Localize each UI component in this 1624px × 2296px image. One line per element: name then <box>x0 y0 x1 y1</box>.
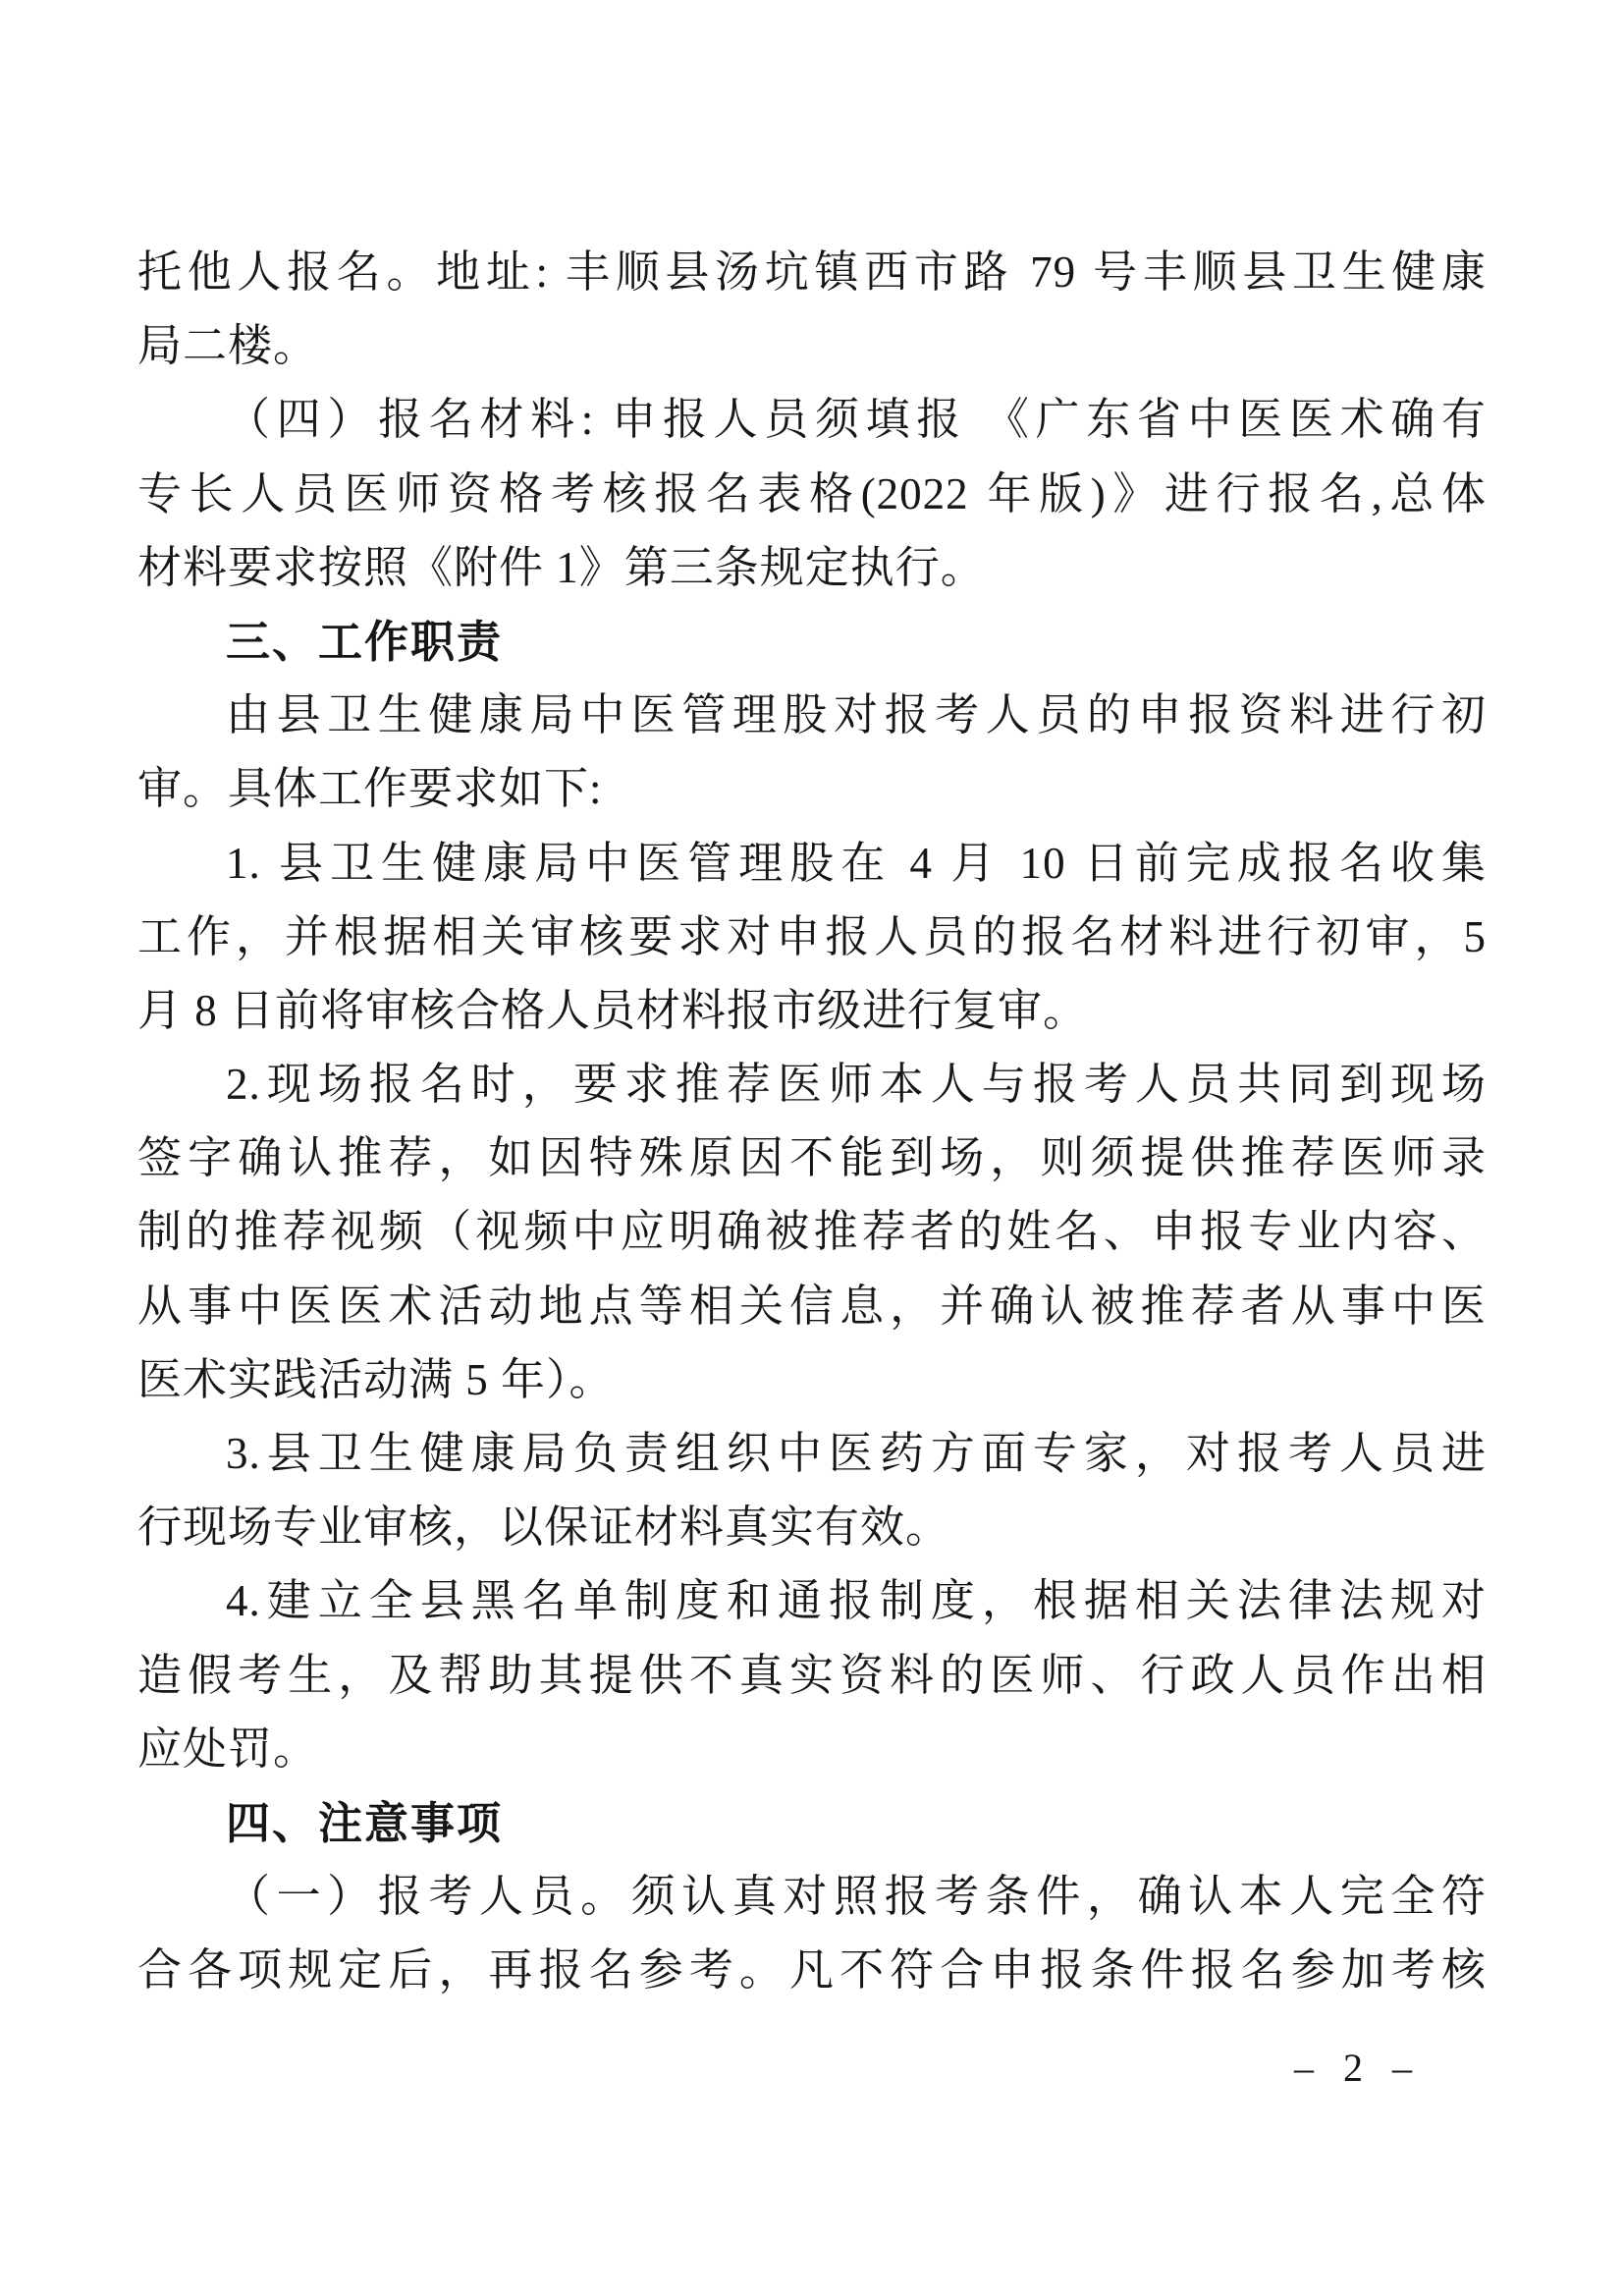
text-line: 医术实践活动满 5 年）。 <box>137 1354 615 1404</box>
text-line: 1. 县卫生健康局中医管理股在 4 月 10 日前完成报名收集 <box>226 838 1487 888</box>
text-line: 从事中医医术活动地点等相关信息，并确认被推荐者从事中医 <box>137 1281 1487 1331</box>
text-line: 局二楼。 <box>137 321 319 371</box>
page-number: – 2 – <box>1294 2046 1422 2090</box>
text-line: 4.建立全县黑名单制度和通报制度，根据相关法律法规对 <box>226 1576 1487 1626</box>
section-heading: 四、注意事项 <box>226 1797 504 1848</box>
text-line: 由县卫生健康局中医管理股对报考人员的申报资料进行初 <box>226 690 1487 740</box>
text-line: 2.现场报名时，要求推荐医师本人与报考人员共同到现场 <box>226 1060 1487 1110</box>
text-line: 应处罚。 <box>137 1723 319 1774</box>
text-line: 工作，并根据相关审核要求对申报人员的报名材料进行初审，5 <box>137 911 1487 961</box>
text-line: 3.县卫生健康局负责组织中医药方面专家，对报考人员进 <box>226 1429 1487 1478</box>
text-line: 月 8 日前将审核合格人员材料报市级进行复审。 <box>137 985 1089 1035</box>
text-line: 造假考生，及帮助其提供不真实资料的医师、行政人员作出相 <box>137 1650 1487 1700</box>
text-line: 材料要求按照《附件 1》第三条规定执行。 <box>137 542 986 592</box>
text-line: （一）报考人员。须认真对照报考条件，确认本人完全符 <box>226 1872 1487 1922</box>
text-line: 签字确认推荐，如因特殊原因不能到场，则须提供推荐医师录 <box>137 1133 1487 1183</box>
text-line: （四）报名材料: 申报人员须填报 《广东省中医医术确有 <box>226 395 1487 445</box>
text-line: 托他人报名。地址: 丰顺县汤坑镇西市路 79 号丰顺县卫生健康 <box>137 247 1487 297</box>
text-line: 行现场专业审核，以保证材料真实有效。 <box>137 1503 951 1553</box>
text-line: 制的推荐视频（视频中应明确被推荐者的姓名、申报专业内容、 <box>137 1207 1487 1257</box>
text-line: 审。具体工作要求如下: <box>137 764 603 814</box>
text-line: 合各项规定后，再报名参考。凡不符合申报条件报名参加考核 <box>137 1945 1487 1995</box>
text-line: 专长人员医师资格考核报名表格(2022 年版)》进行报名,总体 <box>137 468 1487 519</box>
section-heading: 三、工作职责 <box>226 616 504 667</box>
document-body <box>137 236 1487 2008</box>
